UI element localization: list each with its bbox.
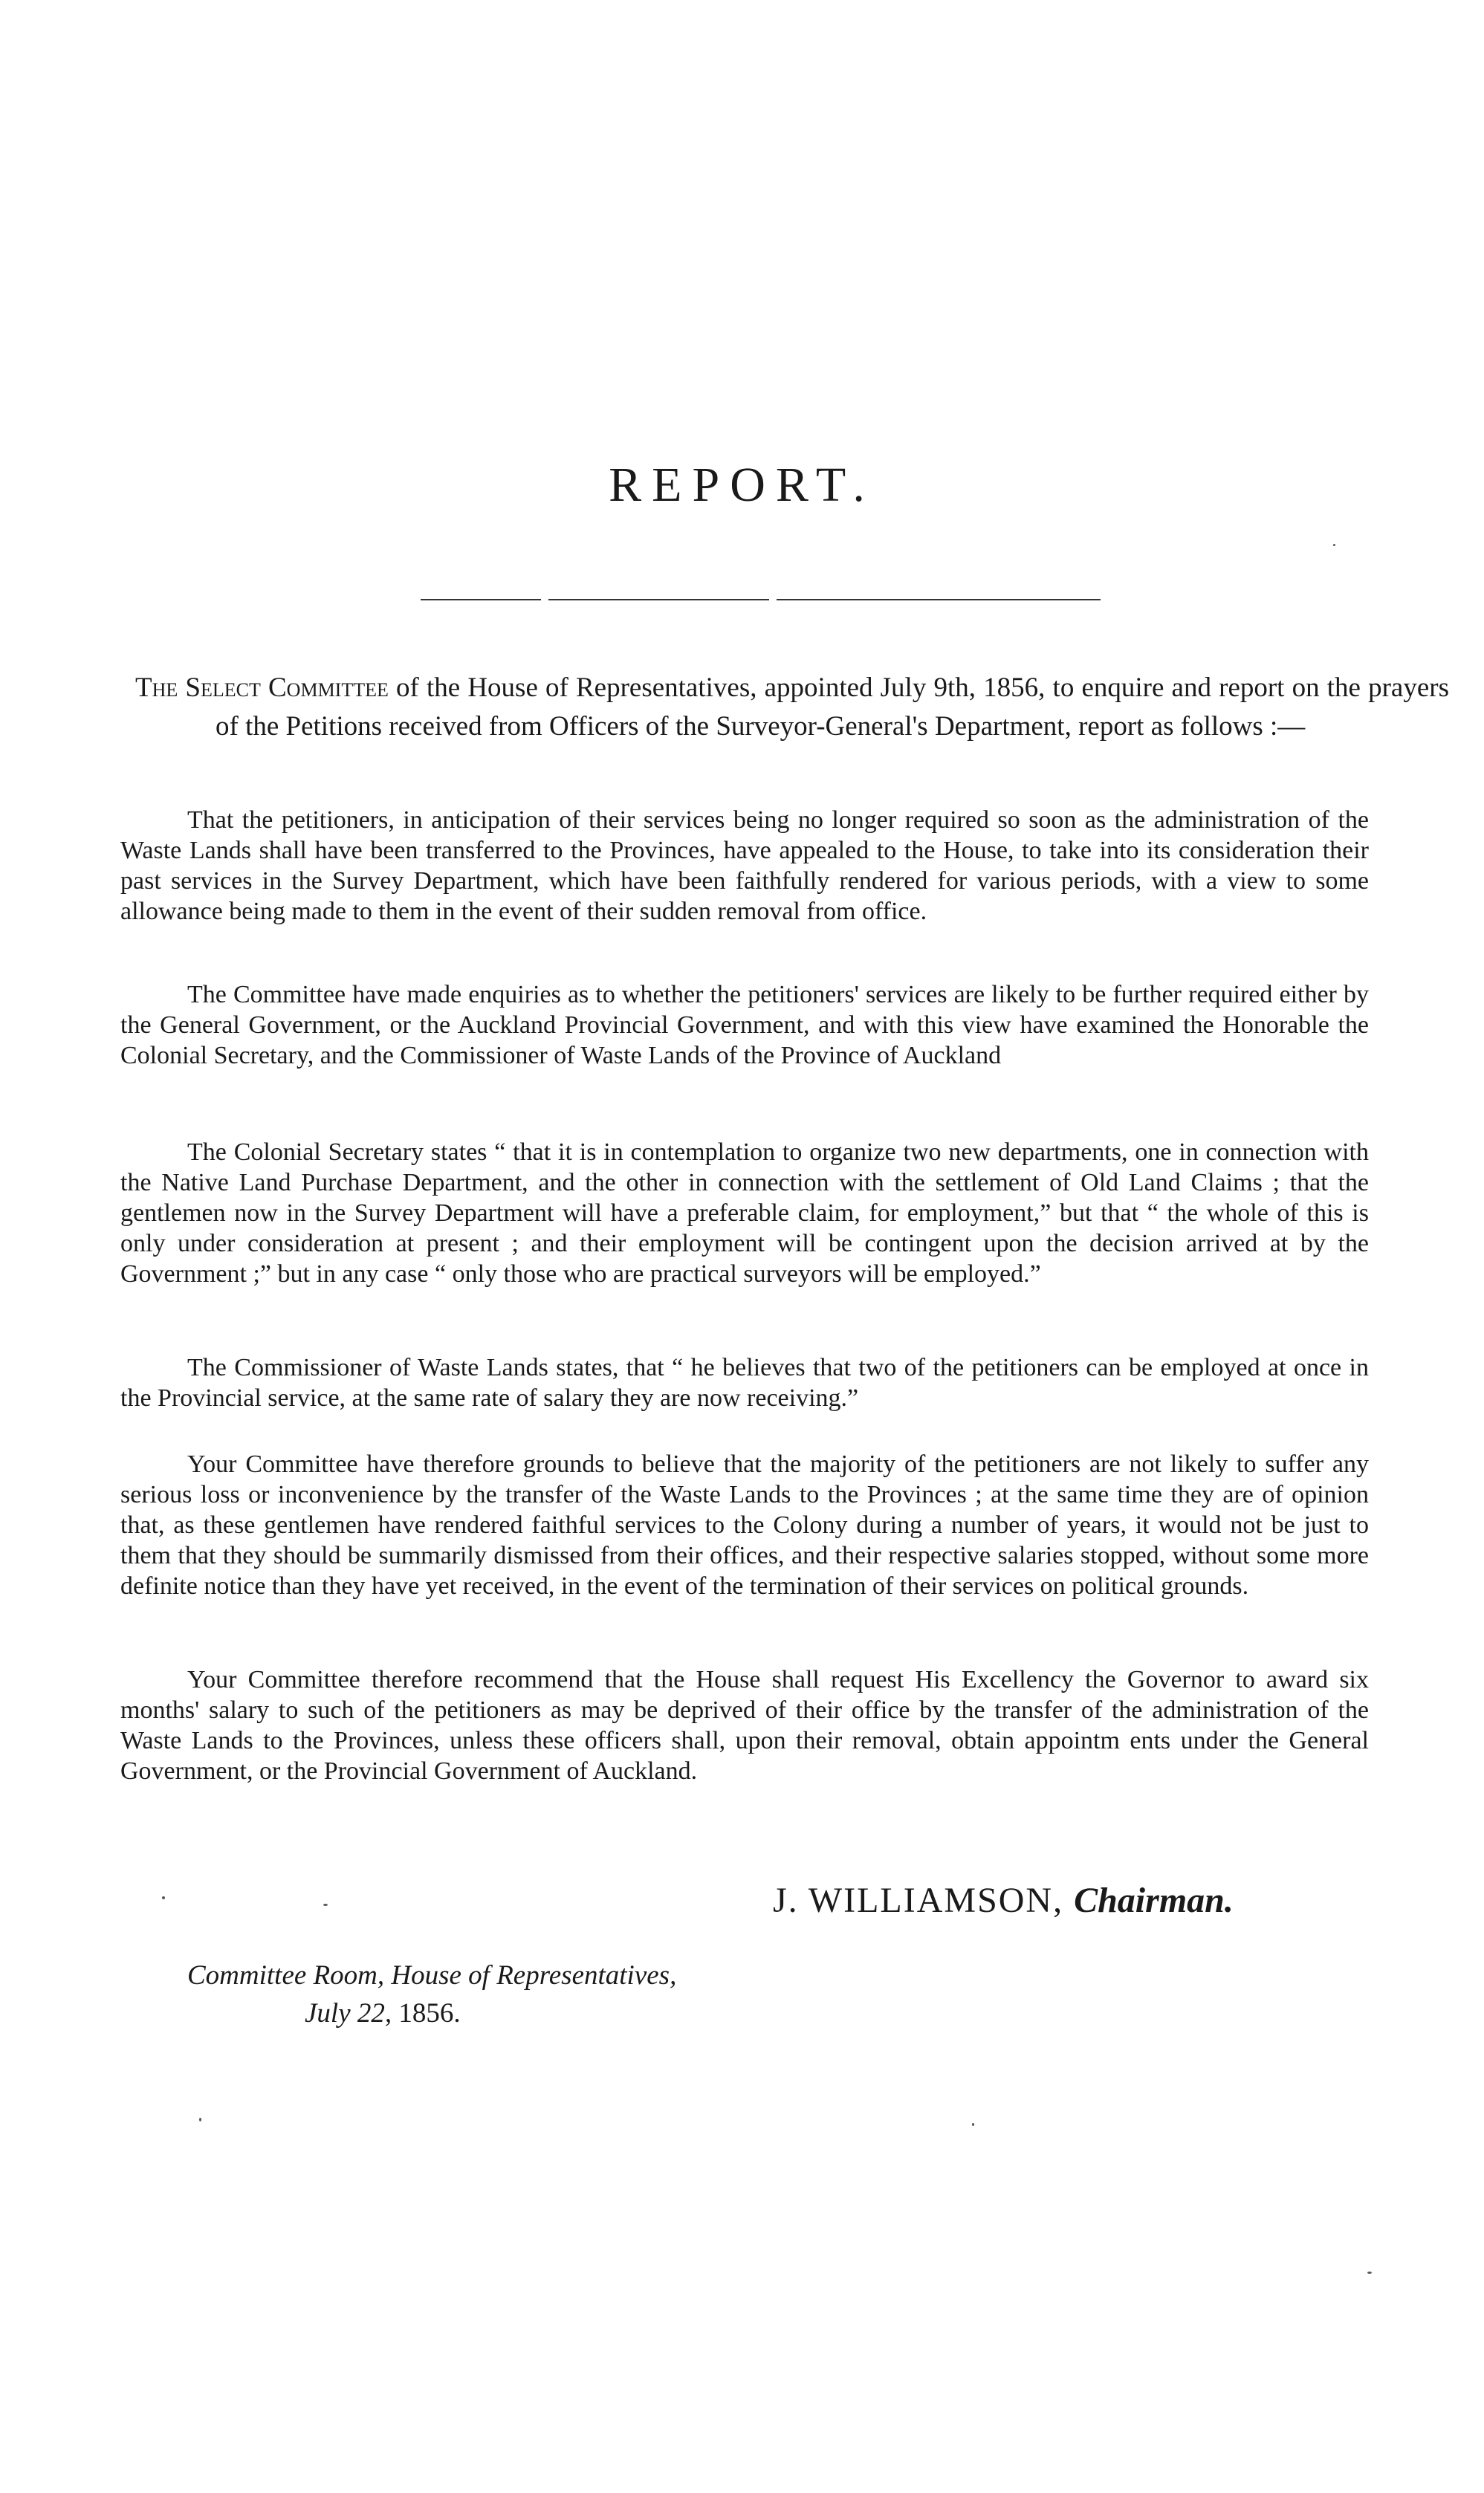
date-year: 1856. bbox=[398, 1998, 461, 2029]
scan-speck bbox=[972, 2123, 974, 2126]
intro-text: of the House of Representatives, appointed July 9th, 1856, to enquire and report on the prayers of the Petitions received from Officers of the Surveyor-General's Department, report as follows :— bbox=[216, 672, 1449, 742]
report-title: REPORT. bbox=[609, 458, 875, 512]
paragraph-committee-belief: Your Committee have therefore grounds to believe that the majority of the petitioners are not likely to suffer any serious loss or inconvenience by the transfer of the Waste Lands to the Provinces ; at the same time they are of opinion that, as these gentlemen have rendered faithful services to the Colony during a number of years, it would not be just to them that they should be summarily dismissed from their offices, and their respective salaries stopped, without some more definite notice than they have yet received, in the event of the termination of their services on political grounds. bbox=[120, 1450, 1369, 1600]
intro-paragraph bbox=[135, 669, 1449, 746]
paragraph-enquiries: The Committee have made enquiries as to whether the petitioners' services are likely to be further required either by the General Government, or the Auckland Provincial Government, and with this view have examined the Honorable the Colonial Secretary, and the Commissioner of Waste Lands of the Province of Auckland bbox=[120, 981, 1369, 1069]
paragraph-recommendation: Your Committee therefore recommend that the House shall request His Excellency the Governor to award six months' salary to such of the petitioners as may be deprived of their office by the transfer of the administration of the Waste Lands to the Provinces, unless these officers shall, upon their removal, obtain appointm ents under the General Government, or the Provincial Government of Auckland. bbox=[120, 1666, 1369, 1785]
paragraph-petitioners: That the petitioners, in anticipation of their services being no longer required so soon as the administration of the Waste Lands shall have been transferred to the Provinces, have appealed to the House, to take into its consideration their past services in the Survey Department, which have been faithfully rendered for various periods, with a view to some allowance being made to them in the event of their sudden removal from office. bbox=[120, 806, 1369, 925]
paragraph-colonial-secretary: The Colonial Secretary states “ that it is in contemplation to organize two new departments, one in connection with the Native Land Purchase Department, and the other in connection with the settlement of Old Land Claims ; that the gentlemen now in the Survey Department will have a preferable claim, for employment,” but that “ the whole of this is only under consideration at present ; and their employment will be contingent upon the decision arrived at by the Government ;” but in any case “ only those who are practical surveyors will be employed.” bbox=[120, 1138, 1369, 1288]
report-date bbox=[305, 1997, 461, 2029]
signature-role: Chairman. bbox=[1074, 1881, 1234, 1920]
intro-lead: The Select Committee bbox=[135, 672, 389, 703]
scan-speck bbox=[1333, 544, 1335, 546]
scan-speck bbox=[162, 1896, 165, 1899]
date-month-day: July 22, bbox=[305, 1998, 392, 2029]
scan-speck bbox=[199, 2118, 201, 2121]
divider-gap bbox=[769, 596, 777, 602]
signature-name: J. WILLIAMSON, bbox=[773, 1881, 1064, 1920]
divider-gap bbox=[541, 596, 548, 602]
title-divider bbox=[421, 599, 1101, 600]
scan-speck bbox=[1367, 2272, 1372, 2274]
signature bbox=[773, 1880, 1234, 1921]
committee-room-line: Committee Room, House of Representatives, bbox=[187, 1960, 677, 1991]
paragraph-commissioner: The Commissioner of Waste Lands states, that “ he believes that two of the petitioners can be employed at once in the Provincial service, at the same rate of salary they are now receiving.” bbox=[120, 1354, 1369, 1412]
scan-speck bbox=[323, 1904, 328, 1906]
